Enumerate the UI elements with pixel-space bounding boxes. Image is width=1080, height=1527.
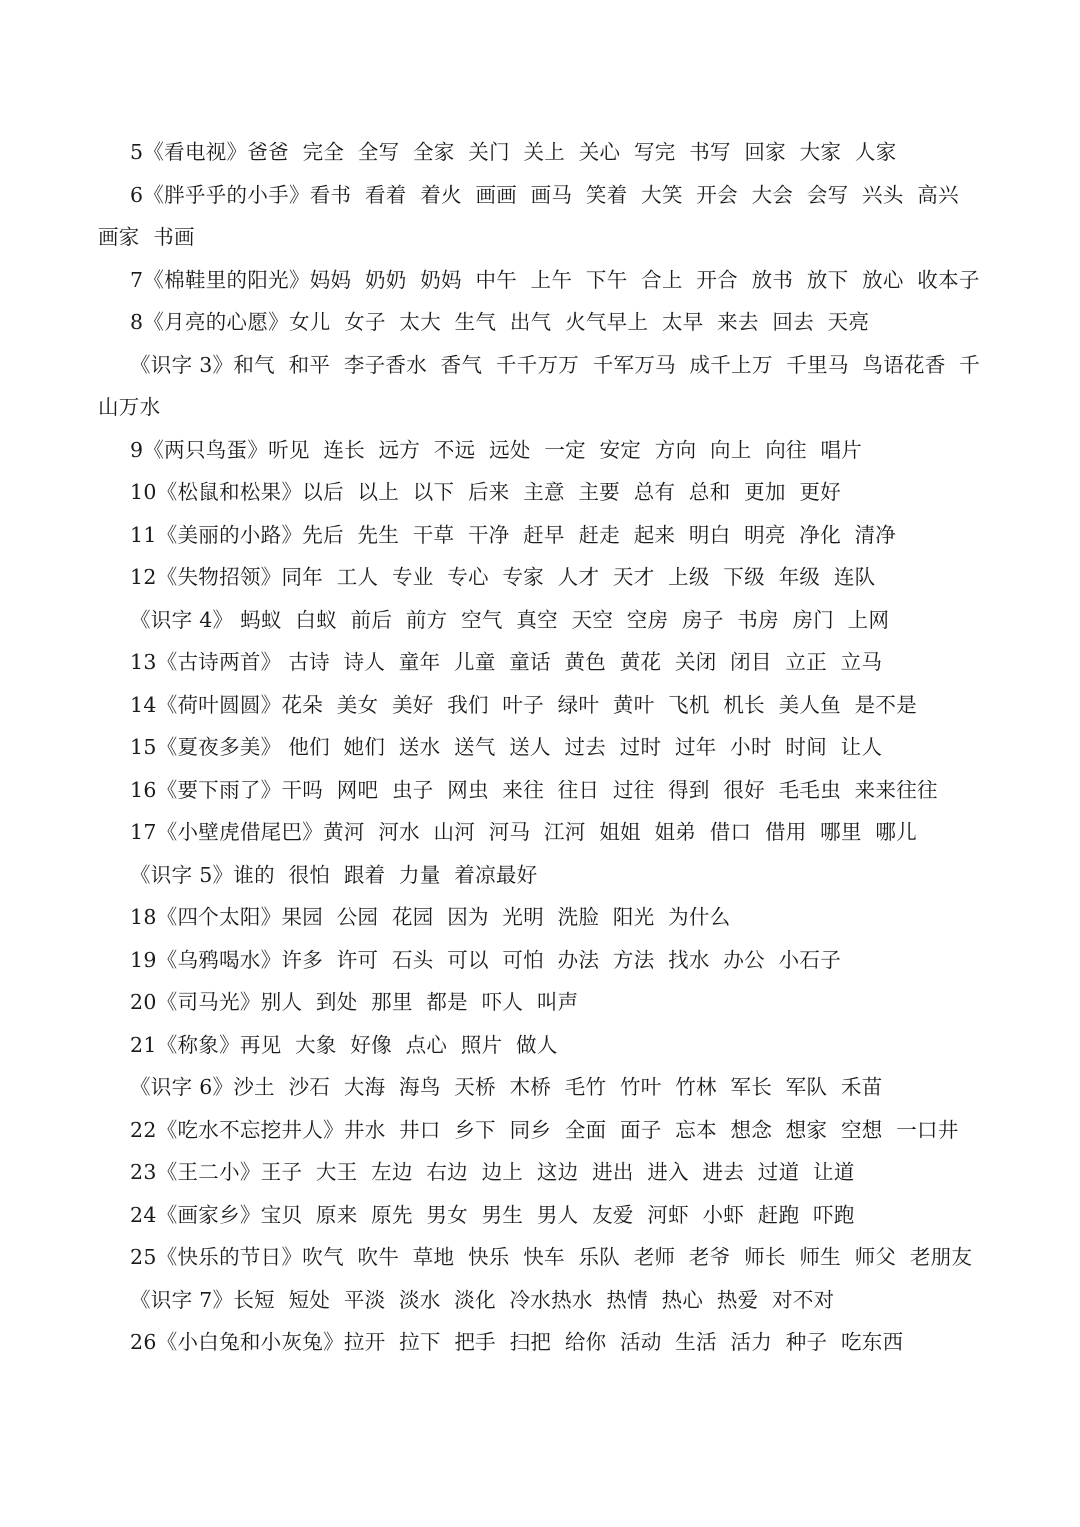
lesson-title: 《司马光》: [156, 990, 261, 1014]
lesson-words: 女儿 女子 太大 生气 出气 火气早上 太早 来去 回去 天亮: [288, 310, 870, 334]
lesson-title: 《月亮的心愿》: [143, 310, 289, 334]
lesson-entry-13: [98, 726, 988, 769]
lesson-entry-24: [98, 1194, 988, 1237]
lesson-title: 《识字 4》: [130, 607, 234, 632]
lesson-words: 爸爸 完全 全写 全家 关门 关上 关心 写完 书写 回家 大家 人家: [247, 140, 897, 164]
lesson-title: 《识字 7》: [130, 1287, 234, 1312]
lesson-entry-14: [98, 769, 988, 812]
lesson-number: 11: [130, 522, 157, 547]
lesson-entry-4: [98, 301, 988, 344]
lesson-number: 16: [130, 777, 157, 802]
lesson-number: 13: [130, 650, 157, 674]
lesson-title: 《识字 6》: [130, 1075, 234, 1099]
lesson-title: 《胖乎乎的小手》: [143, 182, 310, 207]
lesson-title: 《画家乡》: [156, 1202, 261, 1227]
lesson-title: 《识字 3》: [130, 352, 234, 377]
word-list: [98, 131, 988, 1364]
lesson-words: 先后 先生 干草 干净 赶早 赶走 起来 明白 明亮 净化 清净: [302, 522, 897, 547]
lesson-entry-17: [98, 896, 988, 939]
lesson-entry-16: [98, 854, 988, 897]
lesson-words: 王子 大王 左边 右边 边上 这边 进出 进入 进去 过道 让道: [260, 1160, 855, 1184]
lesson-words: 听见 连长 远方 不远 远处 一定 安定 方向 向上 向往 唱片: [268, 437, 863, 462]
lesson-words: 井水 井口 乡下 同乡 全面 面子 忘本 想念 想家 空想 一口井: [343, 1117, 959, 1142]
lesson-title: 《四个太阳》: [156, 905, 282, 929]
lesson-words: 许多 许可 石头 可以 可怕 办法 方法 找水 办公 小石子: [281, 947, 841, 972]
lesson-words: 黄河 河水 山河 河马 江河 姐姐 姐弟 借口 借用 哪里 哪儿: [323, 820, 918, 844]
lesson-entry-19: [98, 981, 988, 1024]
lesson-words: 果园 公园 花园 因为 光明 洗脸 阳光 为什么: [281, 905, 731, 929]
lesson-words: 谁的 很怕 跟着 力量 着凉最好: [233, 862, 538, 887]
lesson-entry-23: [98, 1151, 988, 1194]
lesson-number: 15: [130, 735, 157, 759]
lesson-words: 以后 以上 以下 后来 主意 主要 总有 总和 更加 更好: [302, 480, 841, 504]
lesson-number: 9: [130, 437, 144, 462]
lesson-title: 《两只鸟蛋》: [143, 437, 269, 462]
lesson-entry-6: [98, 429, 988, 472]
lesson-entry-2: [98, 174, 988, 259]
lesson-title: 《王二小》: [156, 1160, 261, 1184]
lesson-number: 10: [130, 480, 157, 504]
lesson-entry-10: [98, 599, 988, 642]
lesson-entry-11: [98, 641, 988, 684]
lesson-title: 《快乐的节日》: [156, 1245, 303, 1269]
lesson-title: 《棉鞋里的阳光》: [143, 267, 310, 292]
lesson-title: 《古诗两首》: [156, 650, 282, 674]
lesson-title: 《小白兔和小灰兔》: [156, 1330, 344, 1354]
lesson-entry-20: [98, 1024, 988, 1067]
lesson-entry-21: [98, 1066, 988, 1109]
lesson-number: 22: [130, 1117, 157, 1142]
lesson-number: 24: [130, 1202, 157, 1227]
lesson-entry-5: [98, 344, 988, 429]
lesson-number: 17: [130, 820, 157, 844]
lesson-words: 再见 大象 好像 点心 照片 做人: [239, 1032, 558, 1057]
lesson-entry-9: [98, 556, 988, 599]
lesson-words: 长短 短处 平淡 淡水 淡化 冷水热水 热情 热心 热爱 对不对: [233, 1287, 835, 1312]
lesson-title: 《荷叶圆圆》: [156, 692, 282, 717]
lesson-entry-8: [98, 514, 988, 557]
lesson-number: 5: [130, 140, 144, 164]
lesson-words: 拉开 拉下 把手 扫把 给你 活动 生活 活力 种子 吃东西: [343, 1330, 904, 1354]
lesson-number: 23: [130, 1160, 157, 1184]
lesson-title: 《乌鸦喝水》: [156, 947, 282, 972]
lesson-words: 妈妈 奶奶 奶妈 中午 上午 下午 合上 开合 放书 放下 放心 收本子: [309, 267, 980, 292]
lesson-number: 8: [130, 310, 144, 334]
lesson-number: 20: [130, 990, 157, 1014]
lesson-entry-15: [98, 811, 988, 854]
lesson-title: 《看电视》: [143, 140, 248, 164]
lesson-title: 《称象》: [156, 1032, 240, 1057]
lesson-number: 18: [130, 905, 157, 929]
lesson-entry-18: [98, 939, 988, 982]
lesson-number: 19: [130, 947, 157, 972]
lesson-entry-1: [98, 131, 988, 174]
lesson-number: 6: [130, 182, 144, 207]
lesson-words: 沙土 沙石 大海 海鸟 天桥 木桥 毛竹 竹叶 竹林 军长 军队 禾苗: [233, 1075, 883, 1099]
lesson-words: 吹气 吹牛 草地 快乐 快车 乐队 老师 老爷 师长 师生 师父 老朋友: [302, 1245, 973, 1269]
lesson-number: 26: [130, 1330, 157, 1354]
lesson-entry-22: [98, 1109, 988, 1152]
lesson-title: 《识字 5》: [130, 862, 234, 887]
lesson-entry-3: [98, 259, 988, 302]
lesson-title: 《失物招领》: [156, 565, 282, 589]
lesson-number: 7: [130, 267, 144, 292]
lesson-title: 《夏夜多美》: [156, 735, 282, 759]
lesson-words: 和气 和平 李子香水 香气 千千万万 千军万马 成千上万 千里马 鸟语花香 千山万水: [98, 352, 981, 419]
lesson-entry-27: [98, 1321, 988, 1364]
lesson-number: 14: [130, 692, 157, 717]
lesson-entry-25: [98, 1236, 988, 1279]
lesson-words: 古诗 诗人 童年 儿童 童话 黄色 黄花 关闭 闭目 立正 立马: [281, 650, 883, 674]
lesson-words: 别人 到处 那里 都是 吓人 叫声: [260, 990, 579, 1014]
lesson-words: 同年 工人 专业 专心 专家 人才 天才 上级 下级 年级 连队: [281, 565, 876, 589]
lesson-entry-26: [98, 1279, 988, 1322]
lesson-words: 干吗 网吧 虫子 网虫 来往 往日 过往 得到 很好 毛毛虫 来来往往: [281, 777, 938, 802]
lesson-entry-7: [98, 471, 988, 514]
lesson-title: 《吃水不忘挖井人》: [156, 1117, 344, 1142]
lesson-title: 《小壁虎借尾巴》: [156, 820, 324, 844]
lesson-words: 蚂蚁 白蚁 前后 前方 空气 真空 天空 空房 房子 书房 房门 上网: [233, 607, 890, 632]
lesson-number: 12: [130, 565, 157, 589]
lesson-words: 他们 她们 送水 送气 送人 过去 过时 过年 小时 时间 让人: [281, 735, 883, 759]
lesson-number: 25: [130, 1245, 157, 1269]
lesson-words: 宝贝 原来 原先 男女 男生 男人 友爱 河虾 小虾 赶跑 吓跑: [260, 1202, 855, 1227]
lesson-entry-12: [98, 684, 988, 727]
lesson-words: 花朵 美女 美好 我们 叶子 绿叶 黄叶 飞机 机长 美人鱼 是不是: [281, 692, 918, 717]
lesson-title: 《美丽的小路》: [156, 522, 303, 547]
lesson-title: 《松鼠和松果》: [156, 480, 303, 504]
lesson-words: 看书 看着 着火 画画 画马 笑着 大笑 开会 大会 会写 兴头 高兴 画家 书画: [98, 182, 973, 249]
lesson-number: 21: [130, 1032, 157, 1057]
lesson-title: 《要下雨了》: [156, 777, 282, 802]
